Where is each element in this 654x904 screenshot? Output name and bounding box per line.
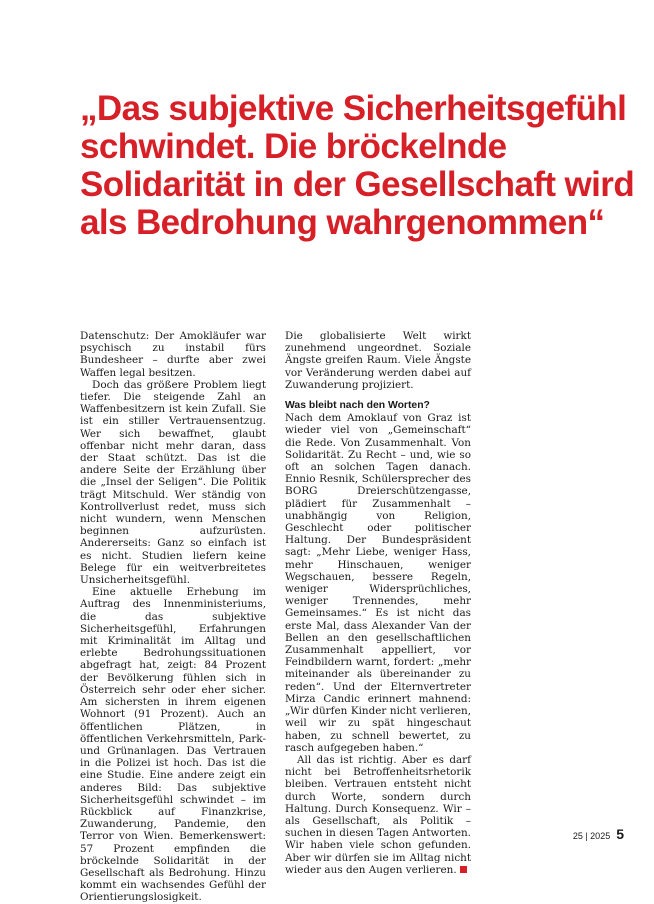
page-footer — [573, 826, 624, 842]
headline-line-2: schwindet. Die bröckelnde — [80, 127, 507, 166]
page-number: 5 — [616, 826, 624, 842]
pull-quote-headline — [80, 89, 635, 242]
article-column-left — [80, 330, 266, 904]
paragraph: Eine aktuelle Erhebung im Auftrag des Innenministeriums, die das subjektive Sicherheitsgefühl, Erfahrungen mit Kriminalität im Alltag und erlebte Bedrohungssituationen abgefragt hat, zeigt: 84 Prozent der Bevölkerung fühlen sich in Österreich sehr oder eher sicher. Am sichersten in ihrem eigenen Wohnort (91 Prozent). Auch an öffentlichen Plätzen, in öffentlichen Verkehrsmitteln, Park- und Grünanlagen. Das Vertrauen in die Polizei ist hoch. Das ist die eine Studie. Eine andere zeigt ein anderes Bild: Das subjektive Sicherheitsgefühl schwindet – im Rückblick auf Finanzkrise, Zuwanderung, Pandemie, den Terror von Wien. Bemerkenswert: 57 Prozent empfinden die bröckelnde Solidarität in der Gesellschaft als Bedrohung. Hinzu kommt ein wachsendes Gefühl der Orientierungslosigkeit. — [80, 586, 266, 904]
headline-line-3: Solidarität in der Gesellschaft wird — [80, 165, 635, 204]
paragraph: Die globalisierte Welt wirkt zunehmend ungeordnet. Soziale Ängste greifen Raum. Viele Ängste vor Veränderung werden dabei auf Zuwanderung projiziert. — [285, 330, 471, 391]
paragraph: Datenschutz: Der Amokläufer war psychisch zu instabil fürs Bundesheer – durfte aber zwei Waffen legal besitzen. — [80, 330, 266, 379]
headline-line-1: „Das subjektive Sicherheitsgefühl — [80, 89, 627, 128]
paragraph: Doch das größere Problem liegt tiefer. Die steigende Zahl an Waffenbesitzern ist kein Zufall. Sie ist ein stiller Vertrauensentzug. Wer sich bewaffnet, glaubt offenbar nicht mehr daran, dass der Staat schützt. Das ist die andere Seite der Erzählung über die „Insel der Seligen“. Die Politik trägt Mitschuld. Wer ständig von Kontrollverlust redet, muss sich nicht wundern, wenn Menschen beginnen aufzurüsten. Andererseits: Ganz so einfach ist es nicht. Studien liefern keine Belege für ein weitverbreitetes Unsicherheitsgefühl. — [80, 378, 266, 587]
section-subheading: Was bleibt nach den Worten? — [285, 400, 430, 412]
paragraph: Nach dem Amoklauf von Graz ist wieder viel von „Gemeinschaft“ die Rede. Von Zusammenhalt. Von Solidarität. Zu Recht – und, wie so oft an solchen Tagen danach. Ennio Resnik, Schülersprecher des BORG Dreierschützengasse, plädiert für Zusammenhalt – unabhängig von Religion, Geschlecht oder politischer Haltung. Der Bundespräsident sagt: „Mehr Liebe, weniger Hass, mehr Hinschauen, weniger Wegschauen, bessere Regeln, weniger Widersprüchliches, weniger Trennendes, mehr Gemeinsames.“ Es ist nicht das erste Mal, dass Alexander Van der Bellen an den gesellschaftlichen Zusammenhalt appelliert, vor Feindbildern warnt, fordert: „mehr miteinander als übereinander zu reden“. Und der Elternvertreter Mirza Candic erinnert mahnend: „Wir dürfen Kinder nicht verlieren, weil wir zu spät hingeschaut haben, zu schnell bewertet, zu rasch aufgegeben haben.“ — [285, 412, 471, 754]
paragraph-final — [285, 754, 471, 876]
issue-number: 25 | 2025 — [572, 831, 611, 841]
article-column-right — [285, 330, 471, 876]
headline-line-4: als Bedrohung wahrgenommen“ — [80, 203, 605, 242]
paragraph-text: All das ist richtig. Aber es darf nicht bei Betroffenheitsrhetorik bleiben. Vertrauen entsteht nicht durch Worte, sondern durch Haltung. Durch Konsequenz. Wir – als Gesellschaft, als Politik – suchen in diesen Tagen Antworten. Wir haben viele schon gefunden. Aber wir dürfen sie im Alltag nicht wieder aus den Augen verlieren. — [285, 753, 471, 876]
